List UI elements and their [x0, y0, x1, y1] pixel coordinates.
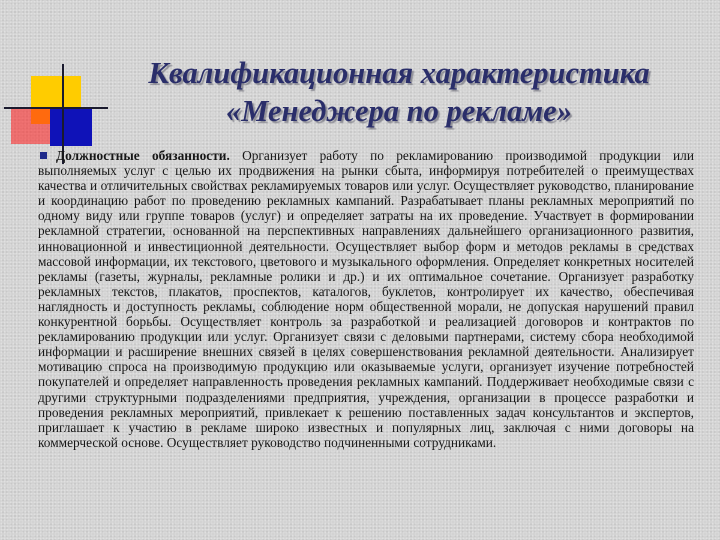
- title-line-2: «Менеджера по рекламе»: [226, 94, 572, 128]
- slide-title: [96, 54, 702, 130]
- body-lead: Должностные обязанности.: [56, 148, 230, 163]
- blue-square: [50, 108, 92, 146]
- title-line-1: Квалификационная характеристика: [148, 56, 650, 90]
- horizontal-line: [4, 107, 108, 109]
- body-text: [38, 148, 694, 450]
- red-square: [11, 108, 55, 144]
- body-paragraph: Организует работу по рекламированию производимой продукции или выполняемых услуг с целью их продвижения на рынки сбыта, информируя потребителей о преимуществах качества и отличительных свойствах рекламируемых товаров или услуг. Осуществляет руководство, планирование и координацию работ по проведению рекламных кампаний. Разрабатывает планы рекламных мероприятий по одному виду или группе товаров (услуг) и определяет затраты на их проведение. Участвует в формировании рекламной стратегии, основанной на перспективных направлениях дальнейшего организационного развития, инновационной и инвестиционной деятельности. Осуществляет выбор форм и методов рекламы в средствах массовой информации, их текстового, цветового и музыкального оформления. Определяет конкретных носителей рекламы (газеты, журналы, рекламные ролики и др.) и их оптимальное сочетание. Организует разработку рекламных текстов, плакатов, проспектов, каталогов, буклетов, контролирует их качество, обеспечивая наглядность и доступность рекламы, соблюдение норм общественной морали, не допуская нарушений правил конкурентной борьбы. Осуществляет контроль за разработкой и реализацией договоров и контрактов по рекламированию продукции или услуг. Организует связи с деловыми партнерами, систему сбора необходимой информации и расширение внешних связей в целях совершенствования рекламной деятельности. Анализирует мотивацию спроса на производимую продукцию или оказываемые услуги, организует изучение потребностей покупателей и определяет направленность проведения рекламных кампаний. Поддерживает необходимые связи с другими структурными подразделениями предприятия, учреждения, организации в процессе разработки и проведения рекламных мероприятий, привлекает к решению поставленных задач консультантов и экспертов, приглашает к участию в рекламе широко известных и популярных лиц, заключая с ними договоры на коммерческой основе. Осуществляет руководство подчиненными сотрудниками.: [38, 148, 694, 450]
- decorative-squares: [0, 0, 110, 170]
